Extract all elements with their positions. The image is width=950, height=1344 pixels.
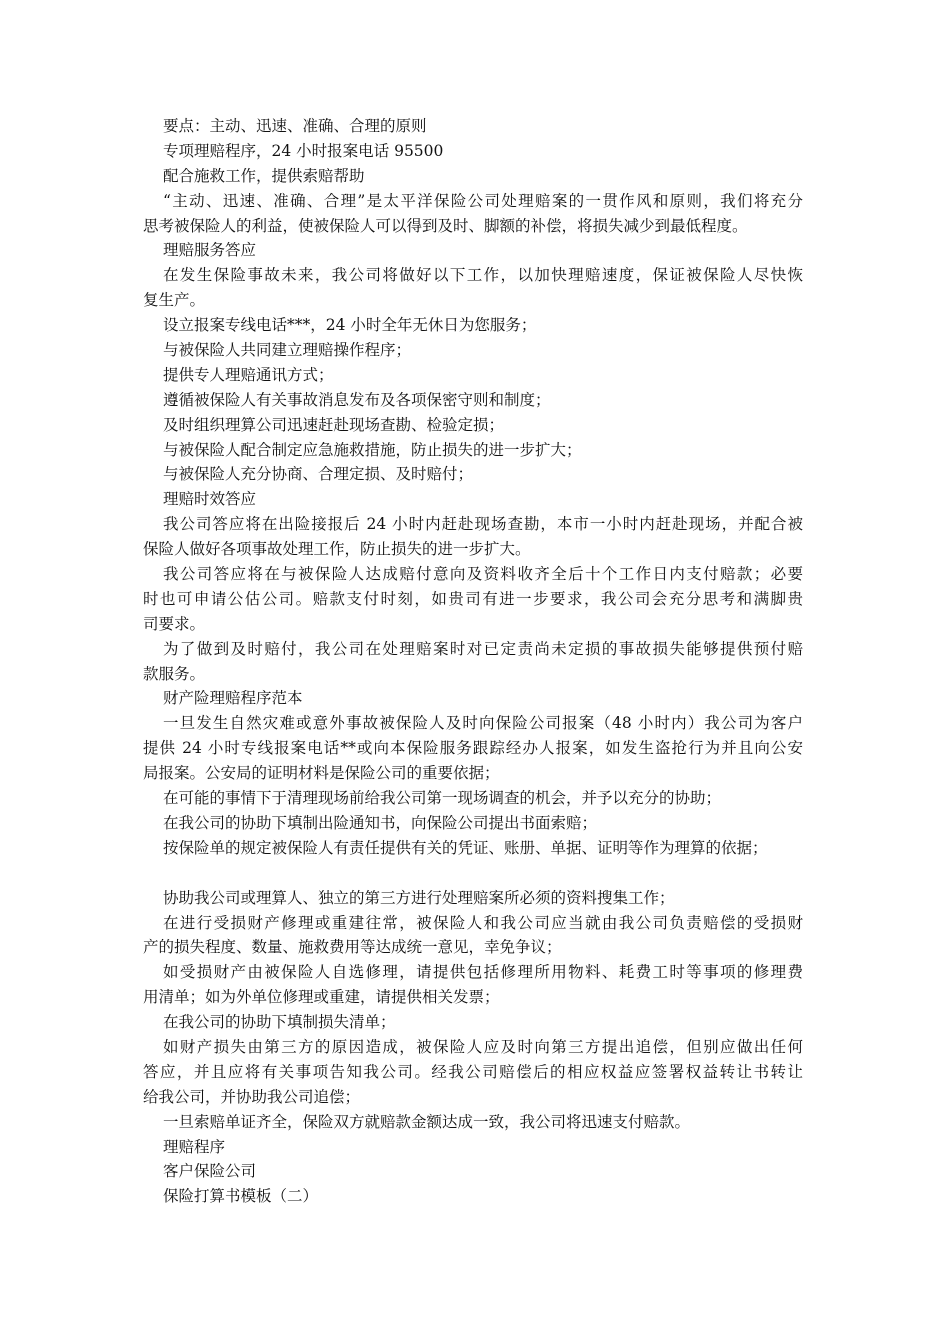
- text-line: 遵循被保险人有关事故消息发布及各项保密守则和制度；: [163, 390, 551, 409]
- blank-line: [143, 861, 803, 886]
- text-line: 司要求。: [143, 614, 206, 633]
- text-line: 在我公司的协助下填制损失清单；: [163, 1013, 396, 1032]
- list-item: [143, 786, 803, 811]
- document-page: [143, 114, 803, 1209]
- text-line: 如受损财产由被保险人自选修理，请提供包括修理所用物料、耗费工时等事项的修理费: [163, 963, 803, 982]
- heading-text: 财产险理赔程序范本: [163, 689, 303, 708]
- flow-label: [143, 1159, 803, 1184]
- text-line: 要点：主动、迅速、准确、合理的原则: [163, 117, 427, 135]
- heading-text: 理赔程序: [163, 1137, 226, 1156]
- text-line: 提供专人理赔通讯方式；: [163, 365, 334, 384]
- heading-text: 理赔服务答应: [163, 241, 257, 260]
- text-line: 我公司答应将在出险接报后 24 小时内赶赴现场查勘，本市一小时内赶赴现场，并配合被: [163, 515, 803, 534]
- principle-paragraph: [143, 189, 803, 239]
- repair-agreement-paragraph: [143, 911, 803, 961]
- section-heading-timeliness: [143, 487, 803, 512]
- text-line: 时也可申请公估公司。赔款支付时刻，如贵司有进一步要求，我公司会充分思考和满脚贵: [143, 589, 803, 608]
- text-line: 在可能的事情下于清理现场前给我公司第一现场调查的机会，并予以充分的协助；: [163, 789, 722, 808]
- text-line: 答应，并且应将有关事项告知我公司。经我公司赔偿后的相应权益应签署权益转让书转让: [143, 1062, 803, 1081]
- text-line: 思考被保险人的利益，使被保险人可以得到及时、脚额的补偿，将损失减少到最低程度。: [143, 216, 748, 235]
- text-line: “主动、迅速、准确、合理”是太平洋保险公司处理赔案的一贯作风和原则，我们将充分: [163, 191, 803, 210]
- template-title: [143, 1184, 803, 1209]
- self-repair-paragraph: [143, 960, 803, 1010]
- timeliness-paragraph: [143, 512, 803, 562]
- list-item: [143, 836, 803, 861]
- text-line: 款服务。: [143, 664, 206, 683]
- rescue-line: [143, 164, 803, 189]
- text-line: 局报案。公安局的证明材料是保险公司的重要依据；: [143, 764, 500, 783]
- text-line: 与被保险人配合制定应急施救措施，防止损失的进一步扩大；: [163, 440, 582, 459]
- text-line: 与被保险人共同建立理赔操作程序；: [163, 341, 412, 360]
- list-item: [143, 313, 803, 338]
- third-party-paragraph: [143, 1035, 803, 1110]
- service-intro-paragraph: [143, 263, 803, 313]
- text-line: 我公司答应将在与被保险人达成赔付意向及资料收齐全后十个工作日内支付赔款；必要: [163, 565, 803, 584]
- text-line: 一旦发生自然灾难或意外事故被保险人及时向保险公司报案（48 小时内）我公司为客户: [163, 714, 803, 733]
- text-line: 如财产损失由第三方的原因造成，被保险人应及时向第三方提出追偿，但别应做出任何: [163, 1037, 803, 1056]
- text-line: 配合施救工作，提供索赔帮助: [163, 166, 365, 185]
- report-paragraph: [143, 711, 803, 786]
- text-line: 提供 24 小时专线报案电话**或向本保险服务跟踪经办人报案，如发生盗抢行为并且向公安: [143, 739, 803, 758]
- heading-text: 理赔时效答应: [163, 490, 257, 509]
- text-line: 为了做到及时赔付，我公司在处理赔案时对已定责尚未定损的事故损失能够提供预付赔: [163, 639, 803, 658]
- text-line: 给我公司，并协助我公司追偿；: [143, 1087, 361, 1106]
- list-item: [143, 363, 803, 388]
- text-line: 专项理赔程序，24 小时报案电话 95500: [163, 141, 444, 160]
- text-line: 设立报案专线电话***，24 小时全年无休日为您服务；: [163, 316, 537, 335]
- text-line: 在进行受损财产修理或重建往常，被保险人和我公司应当就由我公司负责赔偿的受损财: [163, 913, 803, 932]
- hotline-line: [143, 139, 803, 164]
- text-line: 产的损失程度、数量、施救费用等达成统一意见，幸免争议；: [143, 938, 562, 957]
- list-item: [143, 1110, 803, 1135]
- text-line: 与被保险人充分协商、合理定损、及时赔付；: [163, 465, 474, 484]
- text-line: 在发生保险事故未来，我公司将做好以下工作，以加快理赔速度，保证被保险人尽快恢: [163, 266, 803, 285]
- payment-paragraph: [143, 562, 803, 637]
- list-item: [143, 388, 803, 413]
- prepayment-paragraph: [143, 637, 803, 687]
- text-line: 一旦索赔单证齐全，保险双方就赔款金额达成一致，我公司将迅速支付赔款。: [163, 1112, 691, 1131]
- list-item: [143, 338, 803, 363]
- text-line: 在我公司的协助下填制出险通知书，向保险公司提出书面索赔；: [163, 813, 598, 832]
- text-line: 按保险单的规定被保险人有责任提供有关的凭证、账册、单据、证明等作为理算的依据；: [163, 838, 768, 857]
- text-line: 客户保险公司: [163, 1162, 257, 1181]
- list-item: [143, 438, 803, 463]
- text-line: 及时组织理算公司迅速赶赴现场查勘、检验定损；: [163, 415, 505, 434]
- section-heading-service: [143, 238, 803, 263]
- key-points-line: [143, 114, 803, 139]
- text-line: 协助我公司或理算人、独立的第三方进行处理赔案所必须的资料搜集工作；: [163, 888, 675, 907]
- list-item: [143, 811, 803, 836]
- list-item: [143, 413, 803, 438]
- section-heading-claims-process: [143, 1135, 803, 1160]
- text-line: 保险人做好各项事故处理工作，防止损失的进一步扩大。: [143, 540, 531, 559]
- text-line: 复生产。: [143, 291, 206, 310]
- list-item: [143, 1010, 803, 1035]
- text-line: 用清单；如为外单位修理或重建，请提供相关发票；: [143, 988, 500, 1007]
- list-item: [143, 886, 803, 911]
- section-heading-property: [143, 686, 803, 711]
- list-item: [143, 462, 803, 487]
- heading-text: 保险打算书模板（二）: [163, 1187, 319, 1206]
